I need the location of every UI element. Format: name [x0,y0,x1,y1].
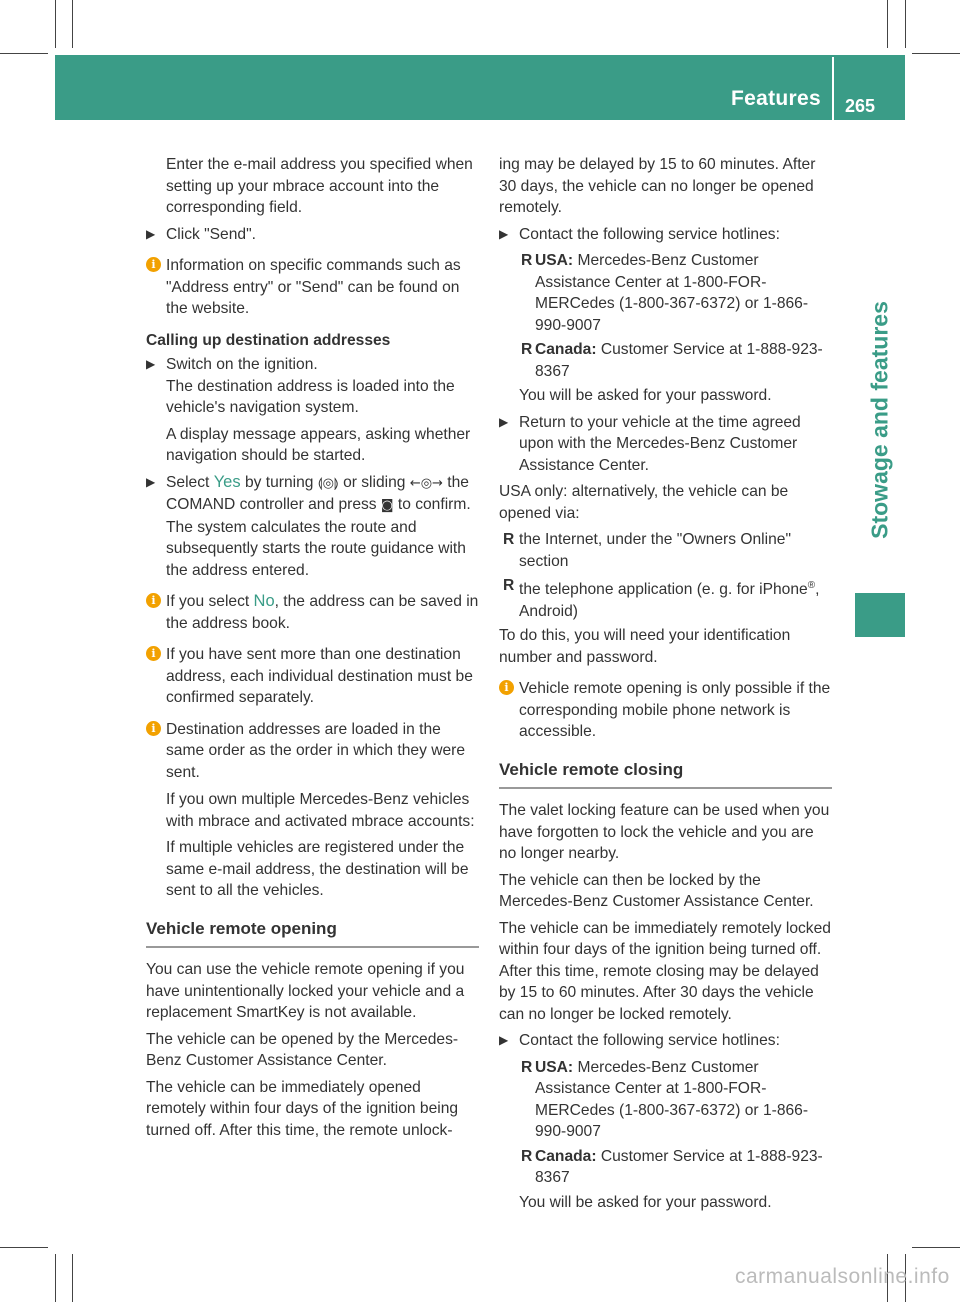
info-note: i If you have sent more than one destination address, each individual destination must be confirmed separately. [146,644,479,709]
bullet-icon: R [521,252,533,269]
column-right [499,154,832,1218]
crop-mark [887,0,888,48]
arrow-icon: ▶ [146,226,156,241]
paragraph: The vehicle can be opened by the Mercedes-Benz Customer Assistance Center. [146,1030,459,1069]
info-icon: i [146,721,161,736]
paragraph: The valet locking feature can be used when you have forgotten to lock the vehicle and you are no longer nearby. [499,802,830,863]
crop-mark [72,1254,73,1302]
list-item: R the telephone application (e. g. for iPhone®, Android) [503,577,820,620]
instruction-step: ▶ Select Yes by turning ⟬◎⟭ or sliding ←◎→ the COMAND controller and press ◙ to confirm. The system calculates the route and subsequently starts the route guidance with the address entered. [146,472,471,579]
instruction-step: ▶ Switch on the ignition. The destination address is loaded into the vehicle's navigation system. [146,356,455,416]
paragraph: A display message appears, asking whether navigation should be started. [166,425,471,464]
crop-mark [72,0,73,48]
bullet-icon: R [521,341,533,358]
paragraph: If you own multiple Mercedes-Benz vehicles with mbrace and activated mbrace accounts: [166,791,475,830]
section-heading: Vehicle remote closing [499,759,832,790]
column-left [146,154,479,1146]
crop-mark [55,0,56,48]
slide-controller-icon: ←◎→ [409,475,443,491]
paragraph: You can use the vehicle remote opening if you have unintentionally locked your vehicle and a replacement SmartKey is not available. [146,961,465,1021]
paragraph: Enter the e-mail address you specified when setting up your mbrace account into the corresponding field. [166,156,473,216]
watermark: carmanualsonline.info [735,1265,950,1288]
instruction-step: ▶ Contact the following service hotlines: [499,1030,832,1052]
paragraph: The vehicle can then be locked by the Mercedes-Benz Customer Assistance Center. [499,871,814,911]
instruction-step: ▶ Click "Send". [146,224,479,246]
paragraph: You will be asked for your password. [519,387,772,404]
press-controller-icon: ◙ [380,498,394,513]
paragraph: ing may be delayed by 15 to 60 minutes. After 30 days, the vehicle can no longer be opened remotely. [499,156,816,216]
paragraph: If multiple vehicles are registered under the same e-mail address, the destination will be sent to all the vehicles. [166,839,469,899]
paragraph: USA only: alternatively, the vehicle can be opened via: [499,483,789,522]
info-icon: i [499,680,514,695]
crop-mark [0,1247,48,1248]
turn-controller-icon: ⟬◎⟭ [317,475,339,491]
crop-mark [55,1254,56,1302]
info-icon: i [146,593,161,608]
subheading: Calling up destination addresses [146,331,391,349]
info-icon: i [146,646,161,661]
arrow-icon: ▶ [499,1033,509,1048]
display-keyword: No [253,592,275,610]
info-note: i Information on specific commands such as "Address entry" or "Send" can be found on the website. [146,255,479,320]
display-keyword: Yes [213,472,241,491]
list-item: R USA: Mercedes-Benz Customer Assistance Center at 1-800-FOR-MERCedes (1-800-367-6372) or 1-866-990-9007 [521,252,809,334]
info-note: i Vehicle remote opening is only possible if the corresponding mobile phone network is accessible. [499,678,832,743]
arrow-icon: ▶ [146,357,156,371]
bullet-icon: R [503,577,515,594]
header-divider [832,57,834,120]
arrow-icon: ▶ [499,414,509,429]
instruction-step: ▶ Contact the following service hotlines: [499,224,832,246]
info-note: i If you select No, the address can be saved in the address book. [146,591,479,634]
list-item: R Canada: Customer Service at 1-888-923-8367 [521,1147,823,1187]
bullet-icon: R [503,531,515,548]
bullet-icon: R [521,1147,533,1165]
side-tab [855,120,905,630]
paragraph: To do this, you will need your identification number and password. [499,627,791,666]
list-item: R Canada: Customer Service at 1-888-923-8367 [521,341,823,380]
paragraph: The vehicle can be immediately opened remotely within four days of the ignition being turned off. After this time, the remote unlock- [146,1078,459,1139]
crop-mark [905,0,906,48]
instruction-step: ▶ Return to your vehicle at the time agreed upon with the Mercedes-Benz Customer Assistance Center. [499,413,801,474]
section-heading: Vehicle remote opening [146,918,479,949]
info-note: i Destination addresses are loaded in the same order as the order in which they were sent. [146,719,479,784]
page-title: Features [731,87,821,110]
side-tab-marker [855,593,905,637]
side-tab-label: Stowage and features [866,301,893,539]
crop-mark [912,53,960,54]
arrow-icon: ▶ [146,474,156,489]
paragraph: The vehicle can be immediately remotely locked within four days of the ignition being turned off. After this time, remote closing may be delayed by 15 to 60 minutes. After 30 days the vehicle can no longer be locked remotely. [499,919,831,1023]
paragraph: You will be asked for your password. [519,1193,772,1211]
arrow-icon: ▶ [499,226,509,241]
list-item: R the Internet, under the "Owners Online" section [503,531,791,570]
page-number: 265 [845,96,876,116]
info-icon: i [146,257,161,272]
crop-mark [912,1247,960,1248]
list-item: R USA: Mercedes-Benz Customer Assistance Center at 1-800-FOR-MERCedes (1-800-367-6372) or 1-866-990-9007 [521,1058,809,1141]
crop-mark [0,53,48,54]
bullet-icon: R [521,1058,533,1076]
